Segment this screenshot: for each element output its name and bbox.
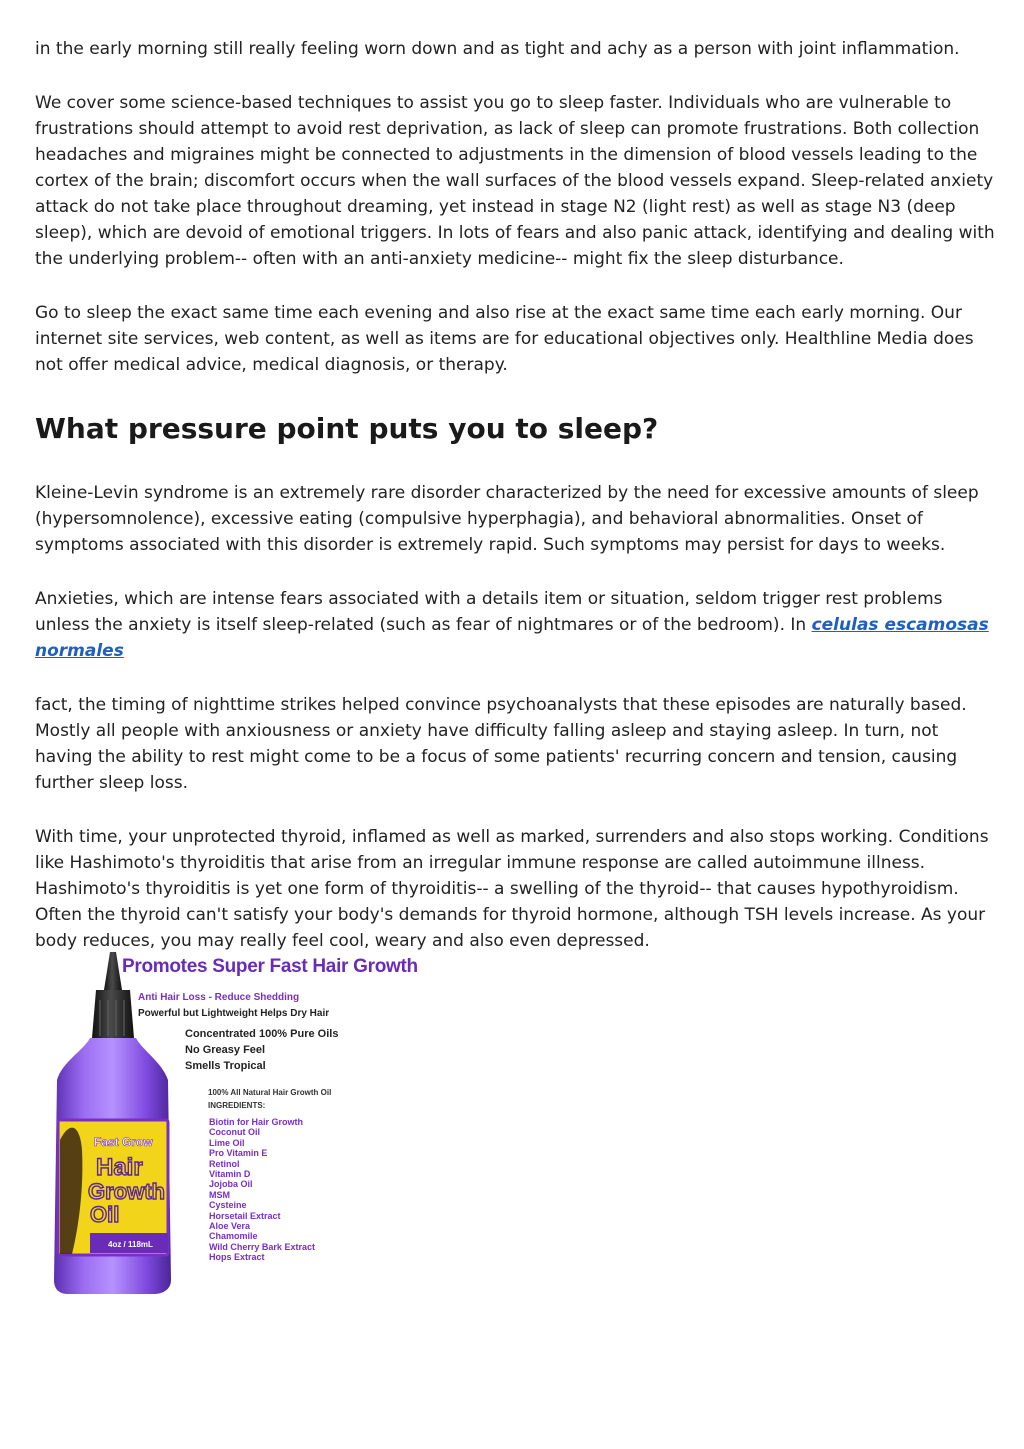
product-natural-line: 100% All Natural Hair Growth Oil: [208, 1088, 332, 1097]
ingredient-item: Wild Cherry Bark Extract: [209, 1241, 315, 1252]
section-heading: What pressure point puts you to sleep?: [35, 412, 659, 445]
ingredient-item: Vitamin D: [209, 1169, 251, 1180]
ingredient-item: Chamomile: [209, 1231, 258, 1242]
bottle-name-line-1: Hair: [96, 1154, 143, 1181]
product-feature: No Greasy Feel: [185, 1044, 266, 1056]
ingredient-item: Biotin for Hair Growth: [209, 1117, 303, 1127]
ingredient-item: Jojoba Oil: [209, 1179, 253, 1190]
ingredient-item: Coconut Oil: [209, 1127, 260, 1138]
product-subheading: Powerful but Lightweight Helps Dry Hair: [138, 1008, 330, 1019]
ingredients-list: [209, 1117, 315, 1263]
ingredient-item: MSM: [209, 1189, 230, 1200]
paragraph: We cover some science-based techniques to assist you go to sleep faster. Individuals who are vulnerable to frustrations should attempt to avoid rest deprivation, as lack of sleep can promote frustrations. Both collection headaches and migraines might be connected to adjustments in the dimension of blood vessels leading to the cortex of the brain; discomfort occurs when the wall surfaces of the blood vessels expand. Sleep-related anxiety attack do not take place throughout dreaming, yet instead in stage N2 (light rest) as well as stage N3 (deep sleep), which are devoid of emotional triggers. In lots of fears and also panic attack, identifying and dealing with the underlying problem-- often with an anti-anxiety medicine-- might fix the sleep disturbance.: [35, 93, 995, 269]
article-link[interactable]: celulas escamosas normales: [35, 615, 989, 661]
ingredient-item: Aloe Vera: [209, 1221, 251, 1232]
bottle-name-line-2: Growth: [88, 1179, 165, 1204]
ingredients-label: INGREDIENTS:: [208, 1101, 266, 1110]
bottle-size-text: 4oz / 118mL: [108, 1240, 153, 1249]
ingredient-item: Horsetail Extract: [209, 1210, 281, 1221]
paragraph: Kleine-Levin syndrome is an extremely rare disorder characterized by the need for excessive amounts of sleep (hypersomnolence), excessive eating (compulsive hyperphagia), and behavioral abnormalities. Onset of symptoms associated with this disorder is extremely rapid. Such symptoms may persist for days to weeks.: [35, 483, 979, 555]
bottle-name-line-3: Oil: [90, 1202, 120, 1227]
paragraph: in the early morning still really feeling worn down and as tight and achy as a person with joint inflammation.: [35, 39, 960, 59]
ingredient-item: Lime Oil: [209, 1137, 245, 1148]
ingredient-item: Retinol: [209, 1158, 240, 1169]
product-feature: Concentrated 100% Pure Oils: [185, 1028, 339, 1040]
paragraph-with-link: [35, 586, 995, 664]
product-image: [50, 950, 418, 1295]
ingredient-item: Cysteine: [209, 1200, 247, 1211]
bottle-brand-text: Fast Grow: [94, 1135, 153, 1149]
paragraph: fact, the timing of nighttime strikes helped convince psychoanalysts that these episodes are naturally based. Mostly all people with anxiousness or anxiety have difficulty falling asleep and staying asleep. In turn, not having the ability to rest might come to be a focus of some patients' recurring concern and tension, causing further sleep loss.: [35, 695, 967, 793]
paragraph-text: Anxieties, which are intense fears associated with a details item or situation, seldom trigger rest problems unless the anxiety is itself sleep-related (such as fear of nightmares or of the bedroom). In: [35, 589, 943, 635]
product-headline: Promotes Super Fast Hair Growth: [122, 956, 418, 977]
paragraph: Go to sleep the exact same time each evening and also rise at the exact same time each early morning. Our internet site services, web content, as well as items are for educational objectives only. Healthline Media does not offer medical advice, medical diagnosis, or therapy.: [35, 303, 974, 375]
ingredient-item: Pro Vitamin E: [209, 1148, 268, 1159]
paragraph: With time, your unprotected thyroid, inflamed as well as marked, surrenders and also stops working. Conditions like Hashimoto's thyroiditis that arise from an irregular immune response are called autoimmune illness. Hashimoto's thyroiditis is yet one form of thyroiditis-- a swelling of the thyroid-- that causes hypothyroidism. Often the thyroid can't satisfy your body's demands for thyroid hormone, although TSH levels increase. As your body reduces, you may really feel cool, weary and also even depressed.: [35, 827, 989, 951]
product-feature: Smells Tropical: [185, 1060, 266, 1072]
article-body: [35, 36, 995, 982]
ingredient-item: Hops Extract: [209, 1252, 265, 1263]
product-subheading: Anti Hair Loss - Reduce Shedding: [138, 992, 300, 1003]
